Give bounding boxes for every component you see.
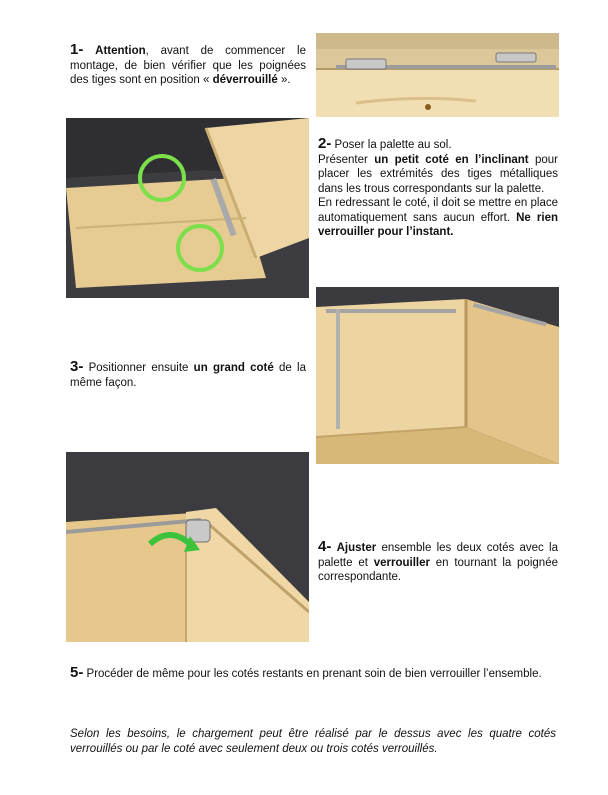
step-2-number: 2- bbox=[318, 135, 332, 152]
step-1-body: , avant de commencer le montage, de bien vérifier que les poignées des tiges sont en position « bbox=[70, 45, 306, 86]
step-5-number: 5- bbox=[70, 664, 84, 681]
step-2-para3 bbox=[318, 196, 558, 240]
step-2-para2-c: pour placer les extrémités des tiges métalliques dans les trous correspondants sur la palette. bbox=[318, 153, 558, 195]
loading-note: Selon les besoins, le chargement peut être réalisé par le dessus avec les quatre cotés verrouillés ou par le coté avec seulement deux ou trois cotés verrouillés. bbox=[70, 728, 556, 755]
step-2-text bbox=[318, 137, 558, 240]
step-2-para3-a: En redressant le coté, il doit se mettre en place automatiquement sans aucun effort. bbox=[318, 197, 558, 224]
step-3-bold: un grand coté bbox=[193, 362, 274, 374]
step-1-bold-attention: Attention bbox=[95, 45, 146, 57]
step-4-number: 4- bbox=[318, 538, 332, 555]
step-1-body-end: ». bbox=[277, 74, 291, 86]
step-1-text bbox=[70, 43, 306, 88]
step-3-body: Positionner ensuite bbox=[83, 362, 194, 374]
step-4-text bbox=[318, 540, 558, 585]
photo-inclined-side bbox=[66, 118, 309, 298]
step-1-bold-deverrouille: déverrouillé bbox=[212, 74, 278, 86]
step-2-para3-bold: Ne rien verrouiller pour l’instant. bbox=[318, 211, 558, 238]
step-4-body-end: en tournant la poignée correspondante. bbox=[318, 556, 558, 583]
step-2-line1-text: Poser la palette au sol. bbox=[331, 139, 452, 151]
step-5-body: Procéder de même pour les cotés restants en prenant soin de bien verrouiller l’ensemble. bbox=[83, 668, 542, 680]
step-3-text bbox=[70, 360, 306, 390]
step-3-number: 3- bbox=[70, 358, 84, 375]
step-2-line1 bbox=[318, 137, 558, 153]
step-2-para2-a: Présenter bbox=[318, 153, 375, 166]
step-5-text bbox=[70, 666, 556, 682]
step-2-para2 bbox=[318, 153, 558, 197]
step-4-bold-verrouiller: verrouiller bbox=[373, 556, 430, 569]
photo-lock-handle bbox=[66, 452, 309, 642]
photo-two-sides bbox=[316, 287, 559, 464]
step-4-bold-ajuster: Ajuster bbox=[336, 542, 377, 554]
step-2-para2-bold: un petit coté en l’inclinant bbox=[374, 153, 529, 166]
step-4-body: ensemble les deux cotés avec la palette et bbox=[318, 542, 558, 569]
photo-pallet-edge-unlocked bbox=[316, 33, 559, 117]
step-1-number: 1- bbox=[70, 41, 84, 58]
step-3-body-end: de la même façon. bbox=[70, 362, 307, 389]
